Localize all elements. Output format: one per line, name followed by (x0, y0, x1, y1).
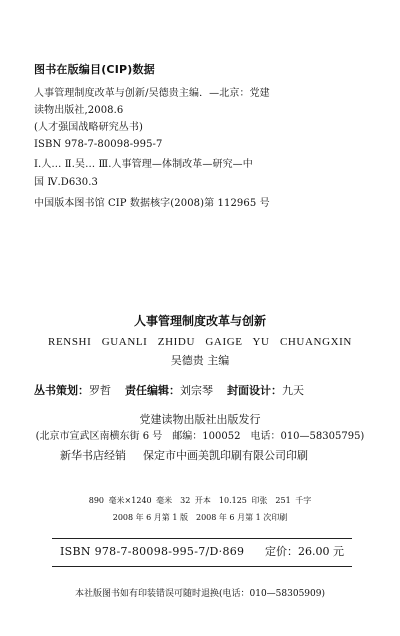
cover-design-name: 九天 (282, 384, 304, 397)
book-author: 吴德贵 主编 (170, 354, 230, 367)
book-title-pinyin: RENSHI GUANLI ZHIDU GAIGE YU CHUANGXIN (48, 336, 352, 348)
series-planning-label: 丛书策划： (34, 384, 89, 397)
isbn-code: ISBN 978-7-80098-995-7/D·869 (60, 545, 245, 558)
cip-heading: 图书在版编目(CIP)数据 (34, 63, 155, 76)
publisher-address: (北京市宣武区南横东街 6 号 邮编：100052 电话：010—58305795) (35, 431, 365, 442)
cip-line-classification: 国 Ⅳ.D630.3 (34, 177, 98, 188)
return-notice: 本社版图书如有印装错误可随时退换(电话：010—58305909) (74, 589, 325, 599)
printer: 保定市中画美凯印刷有限公司印刷 (143, 449, 308, 462)
cip-line-series: (人才强国战略研究丛书) (34, 122, 144, 133)
cip-line-record-number: 中国版本图书馆 CIP 数据核字(2008)第 112965 号 (34, 198, 270, 209)
editor-label: 责任编辑： (125, 384, 180, 397)
divider-top (52, 538, 352, 539)
cip-line-title-author: 人事管理制度改革与创新/吴德贵主编．—北京：党建 (34, 88, 270, 99)
editor-name: 刘宗琴 (180, 384, 213, 397)
distributor: 新华书店经销 (60, 449, 126, 462)
edition-printing: 2008 年 6 月第 1 版 2008 年 6 月第 1 次印刷 (112, 513, 288, 522)
cip-line-subjects: Ⅰ.人… Ⅱ.吴… Ⅲ.人事管理—体制改革—研究—中 (34, 159, 253, 170)
series-planning-name: 罗哲 (89, 384, 111, 397)
price: 定价：26.00 元 (265, 545, 344, 558)
book-format-specs: 890 毫米×1240 毫米 32 开本 10.125 印张 251 千字 (88, 496, 312, 505)
divider-bottom (52, 566, 352, 567)
book-title: 人事管理制度改革与创新 (133, 314, 266, 328)
cip-line-isbn: ISBN 978-7-80098-995-7 (34, 139, 163, 150)
publisher-line: 党建读物出版社出版发行 (139, 413, 261, 426)
cip-line-publisher-date: 读物出版社,2008.6 (34, 105, 124, 116)
credits-line (34, 385, 304, 396)
cover-design-label: 封面设计： (227, 384, 282, 397)
